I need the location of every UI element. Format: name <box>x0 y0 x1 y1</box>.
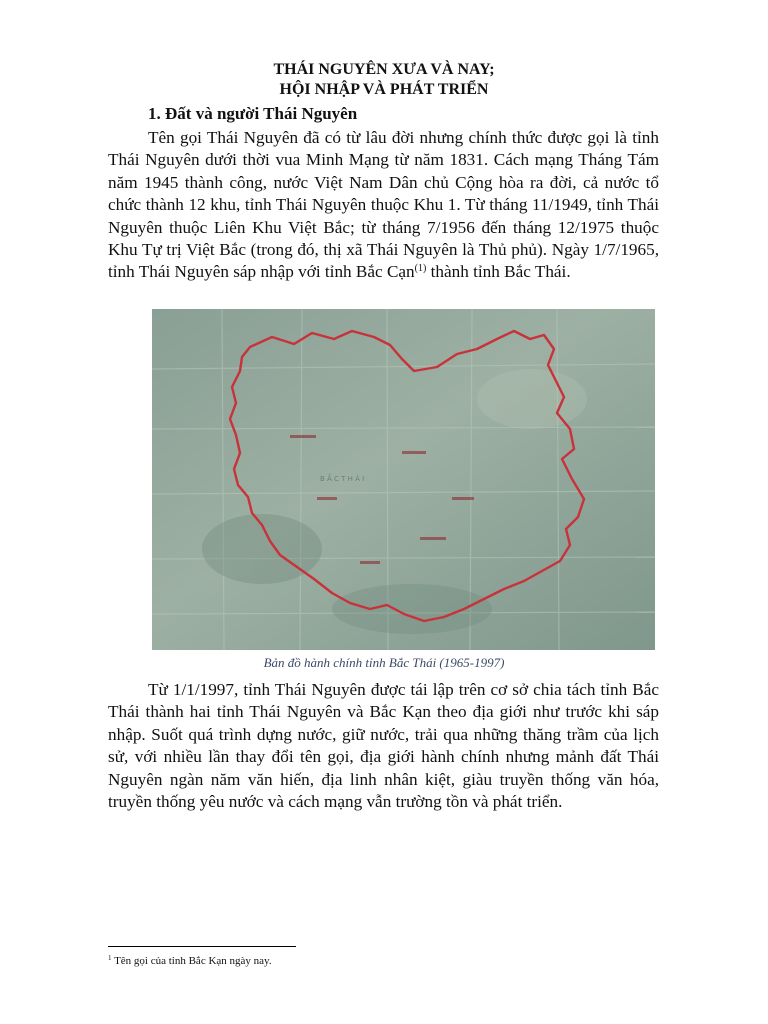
footnote <box>108 955 272 967</box>
map-faint-labels <box>320 473 364 483</box>
paragraph-1-text: Tên gọi Thái Nguyên đã có từ lâu đời nhưng chính thức được gọi là tỉnh Thái Nguyên dưới thời vua Minh Mạng từ năm 1831. Cách mạng Tháng Tám năm 1945 thành công, nước Việt Nam Dân chủ Cộng hòa ra đời, cả nước tổ chức thành 12 khu, tỉnh Thái Nguyên thuộc Khu 1. Từ tháng 11/1949, tỉnh Thái Nguyên thuộc Liên Khu Việt Bắc; từ tháng 7/1956 đến tháng 12/1975 thuộc Khu Tự trị Việt Bắc (trong đó, thị xã Thái Nguyên là Thủ phủ). Ngày 1/7/1965, tỉnh Thái Nguyên sáp nhập với tỉnh Bắc Cạn <box>108 128 659 282</box>
document-title-line2: HỘI NHẬP VÀ PHÁT TRIỂN <box>279 81 489 98</box>
footnote-number: 1 <box>108 954 112 962</box>
footnote-marker: (1) <box>414 263 427 275</box>
paragraph-2: Từ 1/1/1997, tỉnh Thái Nguyên được tái lập trên cơ sở chia tách tỉnh Bắc Thái thành hai tỉnh Thái Nguyên và Bắc Kạn theo địa giới như trước khi sáp nhập. Suốt quá trình dựng nước, giữ nước, trải qua những thăng trầm của lịch sử, với nhiều lần thay đổi tên gọi, địa giới hành chính nhưng mảnh đất Thái Nguyên ngàn năm văn hiến, địa linh nhân kiệt, giàu truyền thống văn hóa, truyền thống yêu nước và cách mạng vẫn trường tồn và phát triển. <box>108 680 659 812</box>
map-caption: Bản đồ hành chính tỉnh Bắc Thái (1965-1997) <box>263 655 505 670</box>
footnote-text: Tên gọi của tỉnh Bắc Kạn ngày nay. <box>114 955 272 967</box>
paragraph-1 <box>108 127 659 284</box>
province-map-image <box>152 309 655 650</box>
footnote-divider <box>108 946 296 947</box>
svg-text:B Ắ C T H Á I: B Ắ C T H Á I <box>320 475 365 483</box>
paragraph-1-tail: thành tỉnh Bắc Thái. <box>426 262 571 282</box>
document-title-line1: THÁI NGUYÊN XƯA VÀ NAY; <box>273 61 495 78</box>
section-heading: 1. Đất và người Thái Nguyên <box>148 104 358 123</box>
